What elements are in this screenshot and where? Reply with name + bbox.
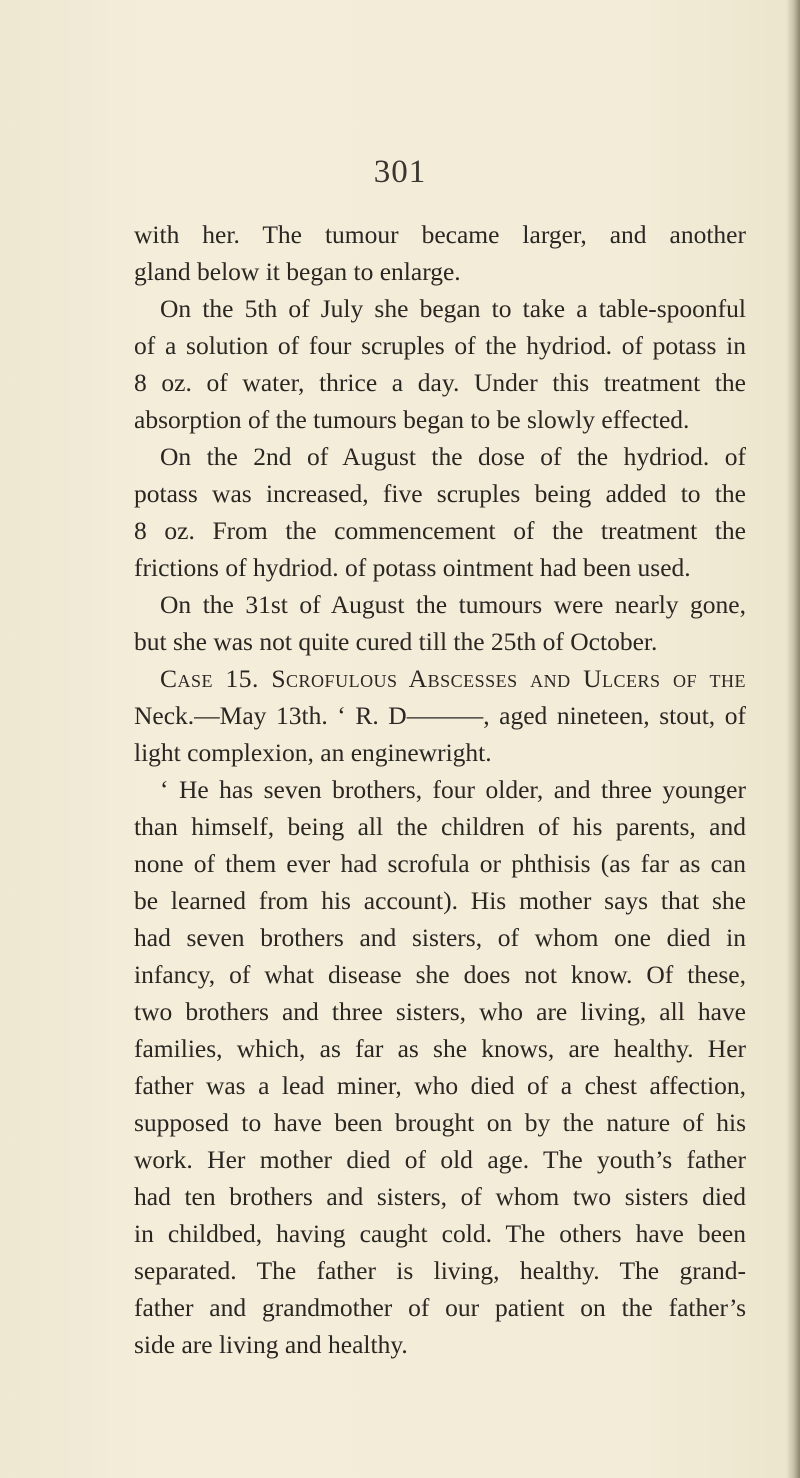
- text-line: of a solution of four scruples of the hydriod. of potass in: [134, 331, 746, 360]
- text-line: frictions of hydriod. of potass ointment had been used.: [134, 553, 691, 582]
- text-line: than himself, being all the children of his parents, and: [134, 812, 746, 841]
- text-line: 8 oz. of water, thrice a day. Under this treatment the: [134, 368, 746, 397]
- text-line: none of them ever had scrofula or phthisis (as far as can: [134, 849, 746, 878]
- text-line: On the 31st of August the tumours were nearly gone,: [160, 590, 746, 619]
- text-line: potass was increased, five scruples being added to the: [134, 479, 746, 508]
- text-line: supposed to have been brought on by the nature of his: [134, 1108, 746, 1137]
- text-line: families, which, as far as she knows, are healthy. Her: [134, 1034, 746, 1063]
- text-line: On the 2nd of August the dose of the hydriod. of: [160, 442, 746, 471]
- page-number: 301: [373, 154, 427, 190]
- text-line: Neck.—May 13th. ‘ R. D———, aged nineteen, stout, of: [134, 701, 746, 730]
- text-line: side are living and healthy.: [134, 1330, 408, 1359]
- page-edge-shadow: [786, 0, 800, 1478]
- text-line: separated. The father is living, healthy. The grand-: [134, 1256, 746, 1285]
- text-line: On the 5th of July she began to take a table-spoonful: [160, 294, 746, 323]
- text-line: infancy, of what disease she does not know. Of these,: [134, 960, 746, 989]
- text-line: two brothers and three sisters, who are living, all have: [134, 997, 746, 1026]
- text-line: but she was not quite cured till the 25th of October.: [134, 627, 658, 656]
- text-line: with her. The tumour became larger, and another: [134, 220, 746, 249]
- text-line: father was a lead miner, who died of a chest affection,: [134, 1071, 746, 1100]
- text-line: light complexion, an enginewright.: [134, 738, 492, 767]
- text-line: be learned from his account). His mother says that she: [134, 886, 746, 915]
- text-line: absorption of the tumours began to be slowly effected.: [134, 405, 690, 434]
- text-line: had ten brothers and sisters, of whom two sisters died: [134, 1182, 746, 1211]
- text-line: had seven brothers and sisters, of whom one died in: [134, 923, 746, 952]
- text-line: Case 15. Scrofulous Abscesses and Ulcers of the: [160, 664, 746, 693]
- body-text: [134, 216, 746, 1363]
- text-line: gland below it began to enlarge.: [134, 257, 461, 286]
- text-line: ‘ He has seven brothers, four older, and three younger: [160, 775, 746, 804]
- text-line: in childbed, having caught cold. The others have been: [134, 1219, 746, 1248]
- text-line: 8 oz. From the commencement of the treatment the: [134, 516, 746, 545]
- text-line: father and grandmother of our patient on the father’s: [134, 1293, 746, 1322]
- text-line: work. Her mother died of old age. The youth’s father: [134, 1145, 746, 1174]
